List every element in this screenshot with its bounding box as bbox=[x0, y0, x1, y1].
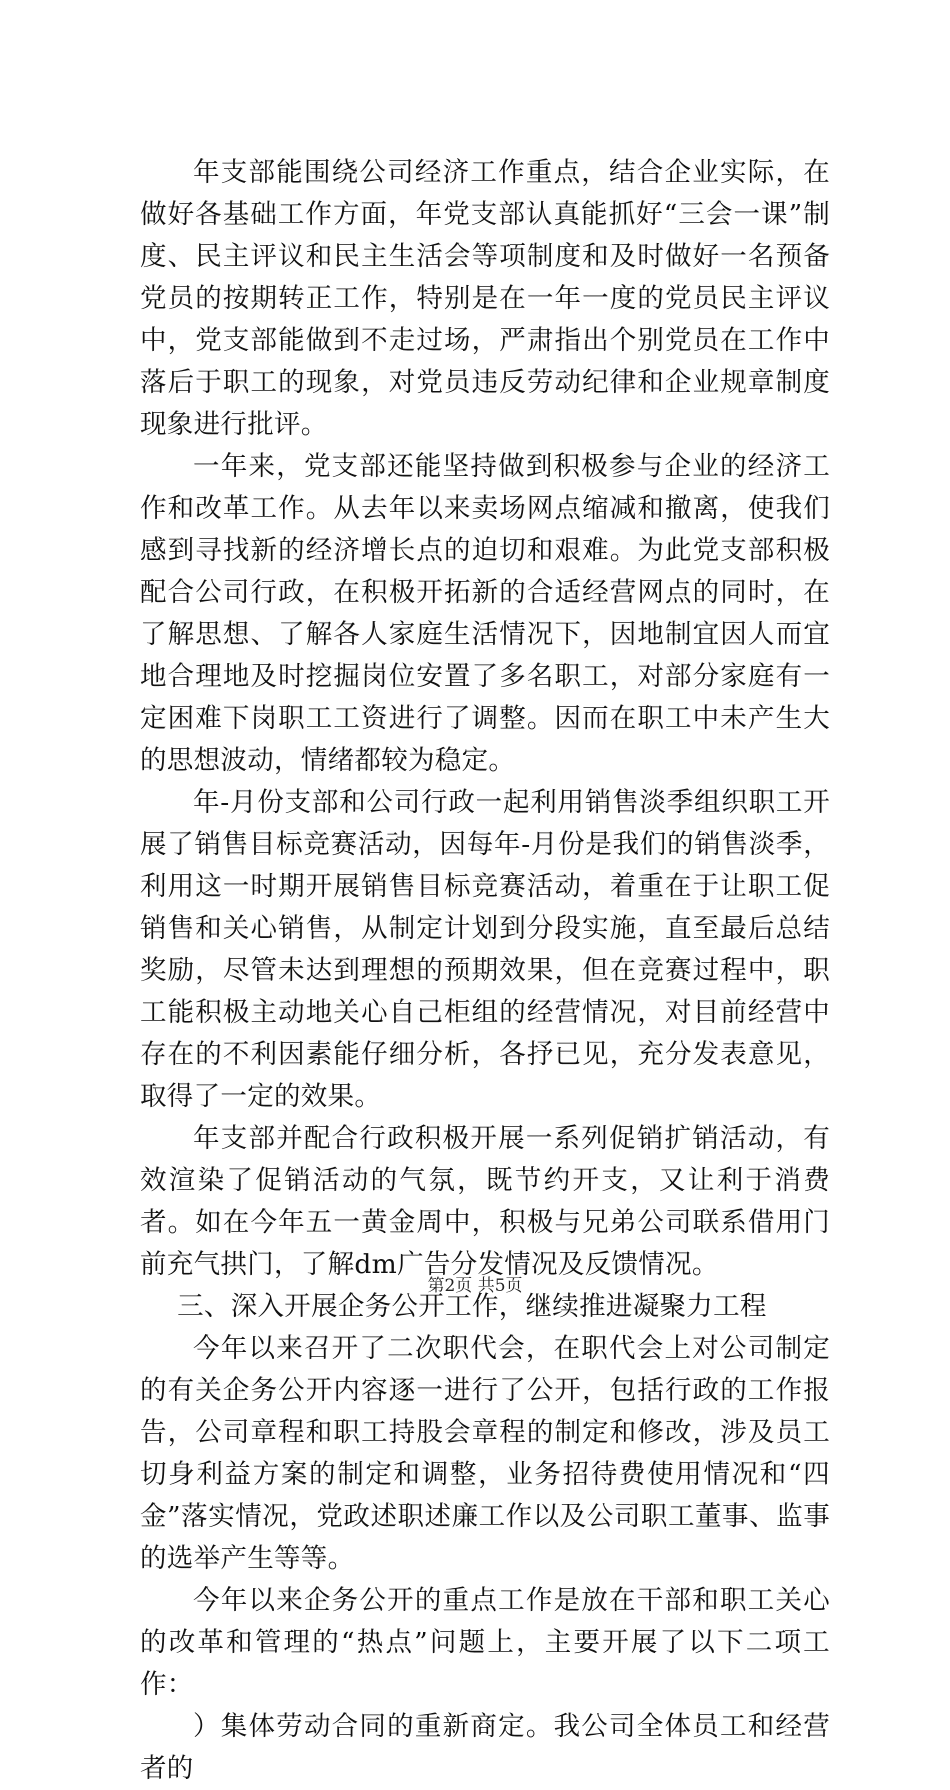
paragraph-workers-congress: 今年以来召开了二次职代会，在职代会上对公司制定的有关企务公开内容逐一进行了公开，包括行政的工作报告，公司章程和职工持股会章程的制定和修改，涉及员工切身利益方案的制定和调整，业务招待费使用情况和“四金”落实情况，党政述职述廉工作以及公司职工董事、监事的选举产生等等。 bbox=[140, 1333, 830, 1574]
paragraph-sales-competition: 年-月份支部和公司行政一起利用销售淡季组织职工开展了销售目标竞赛活动，因每年-月份是我们的销售淡季，利用这一时期开展销售目标竞赛活动，着重在于让职工促销售和关心销售，从制定计划到分段实施，直至最后总结奖励，尽管未达到理想的预期效果，但在竞赛过程中，职工能积极主动地关心自己柜组的经营情况，对目前经营中存在的不利因素能仔细分析，各抒已见，充分发表意见，取得了一定的效果。 bbox=[140, 787, 830, 1112]
paragraph-promotion-activities: 年支部并配合行政积极开展一系列促销扩销活动，有效渲染了促销活动的气氛，既节约开支，又让利于消费者。如在今年五一黄金周中，积极与兄弟公司联系借用门前充气拱门，了解dm广告分发情况及反馈情况。 bbox=[140, 1123, 830, 1280]
paragraph-party-branch-work: 年支部能围绕公司经济工作重点，结合企业实际，在做好各基础工作方面，年党支部认真能抓好“三会一课”制度、民主评议和民主生活会等项制度和及时做好一名预备党员的按期转正工作，特别是在一年一度的党员民主评议中，党支部能做到不走过场，严肃指出个别党员在工作中落后于职工的现象，对党员违反劳动纪律和企业规章制度现象进行批评。 bbox=[140, 157, 830, 440]
paragraph-disclosure-focus: 今年以来企务公开的重点工作是放在干部和职工关心的改革和管理的“热点”问题上，主要开展了以下二项工作： bbox=[140, 1585, 830, 1700]
paragraph-economic-reform: 一年来，党支部还能坚持做到积极参与企业的经济工作和改革工作。从去年以来卖场网点缩减和撤离，使我们感到寻找新的经济增长点的迫切和艰难。为此党支部积极配合公司行政，在积极开拓新的合适经营网点的同时，在了解思想、了解各人家庭生活情况下，因地制宜因人而宜地合理地及时挖掘岗位安置了多名职工，对部分家庭有一定困难下岗职工工资进行了调整。因而在职工中未产生大的思想波动，情绪都较为稳定。 bbox=[140, 451, 830, 776]
page-number-footer: 第2页 共5页 bbox=[427, 1276, 523, 1296]
section-heading: 三、深入开展企务公开工作，继续推进凝聚力工程 bbox=[177, 1291, 767, 1322]
paragraph-labor-contract: ）集体劳动合同的重新商定。我公司全体员工和经营者的 bbox=[140, 1711, 830, 1784]
document-body bbox=[140, 152, 830, 1790]
